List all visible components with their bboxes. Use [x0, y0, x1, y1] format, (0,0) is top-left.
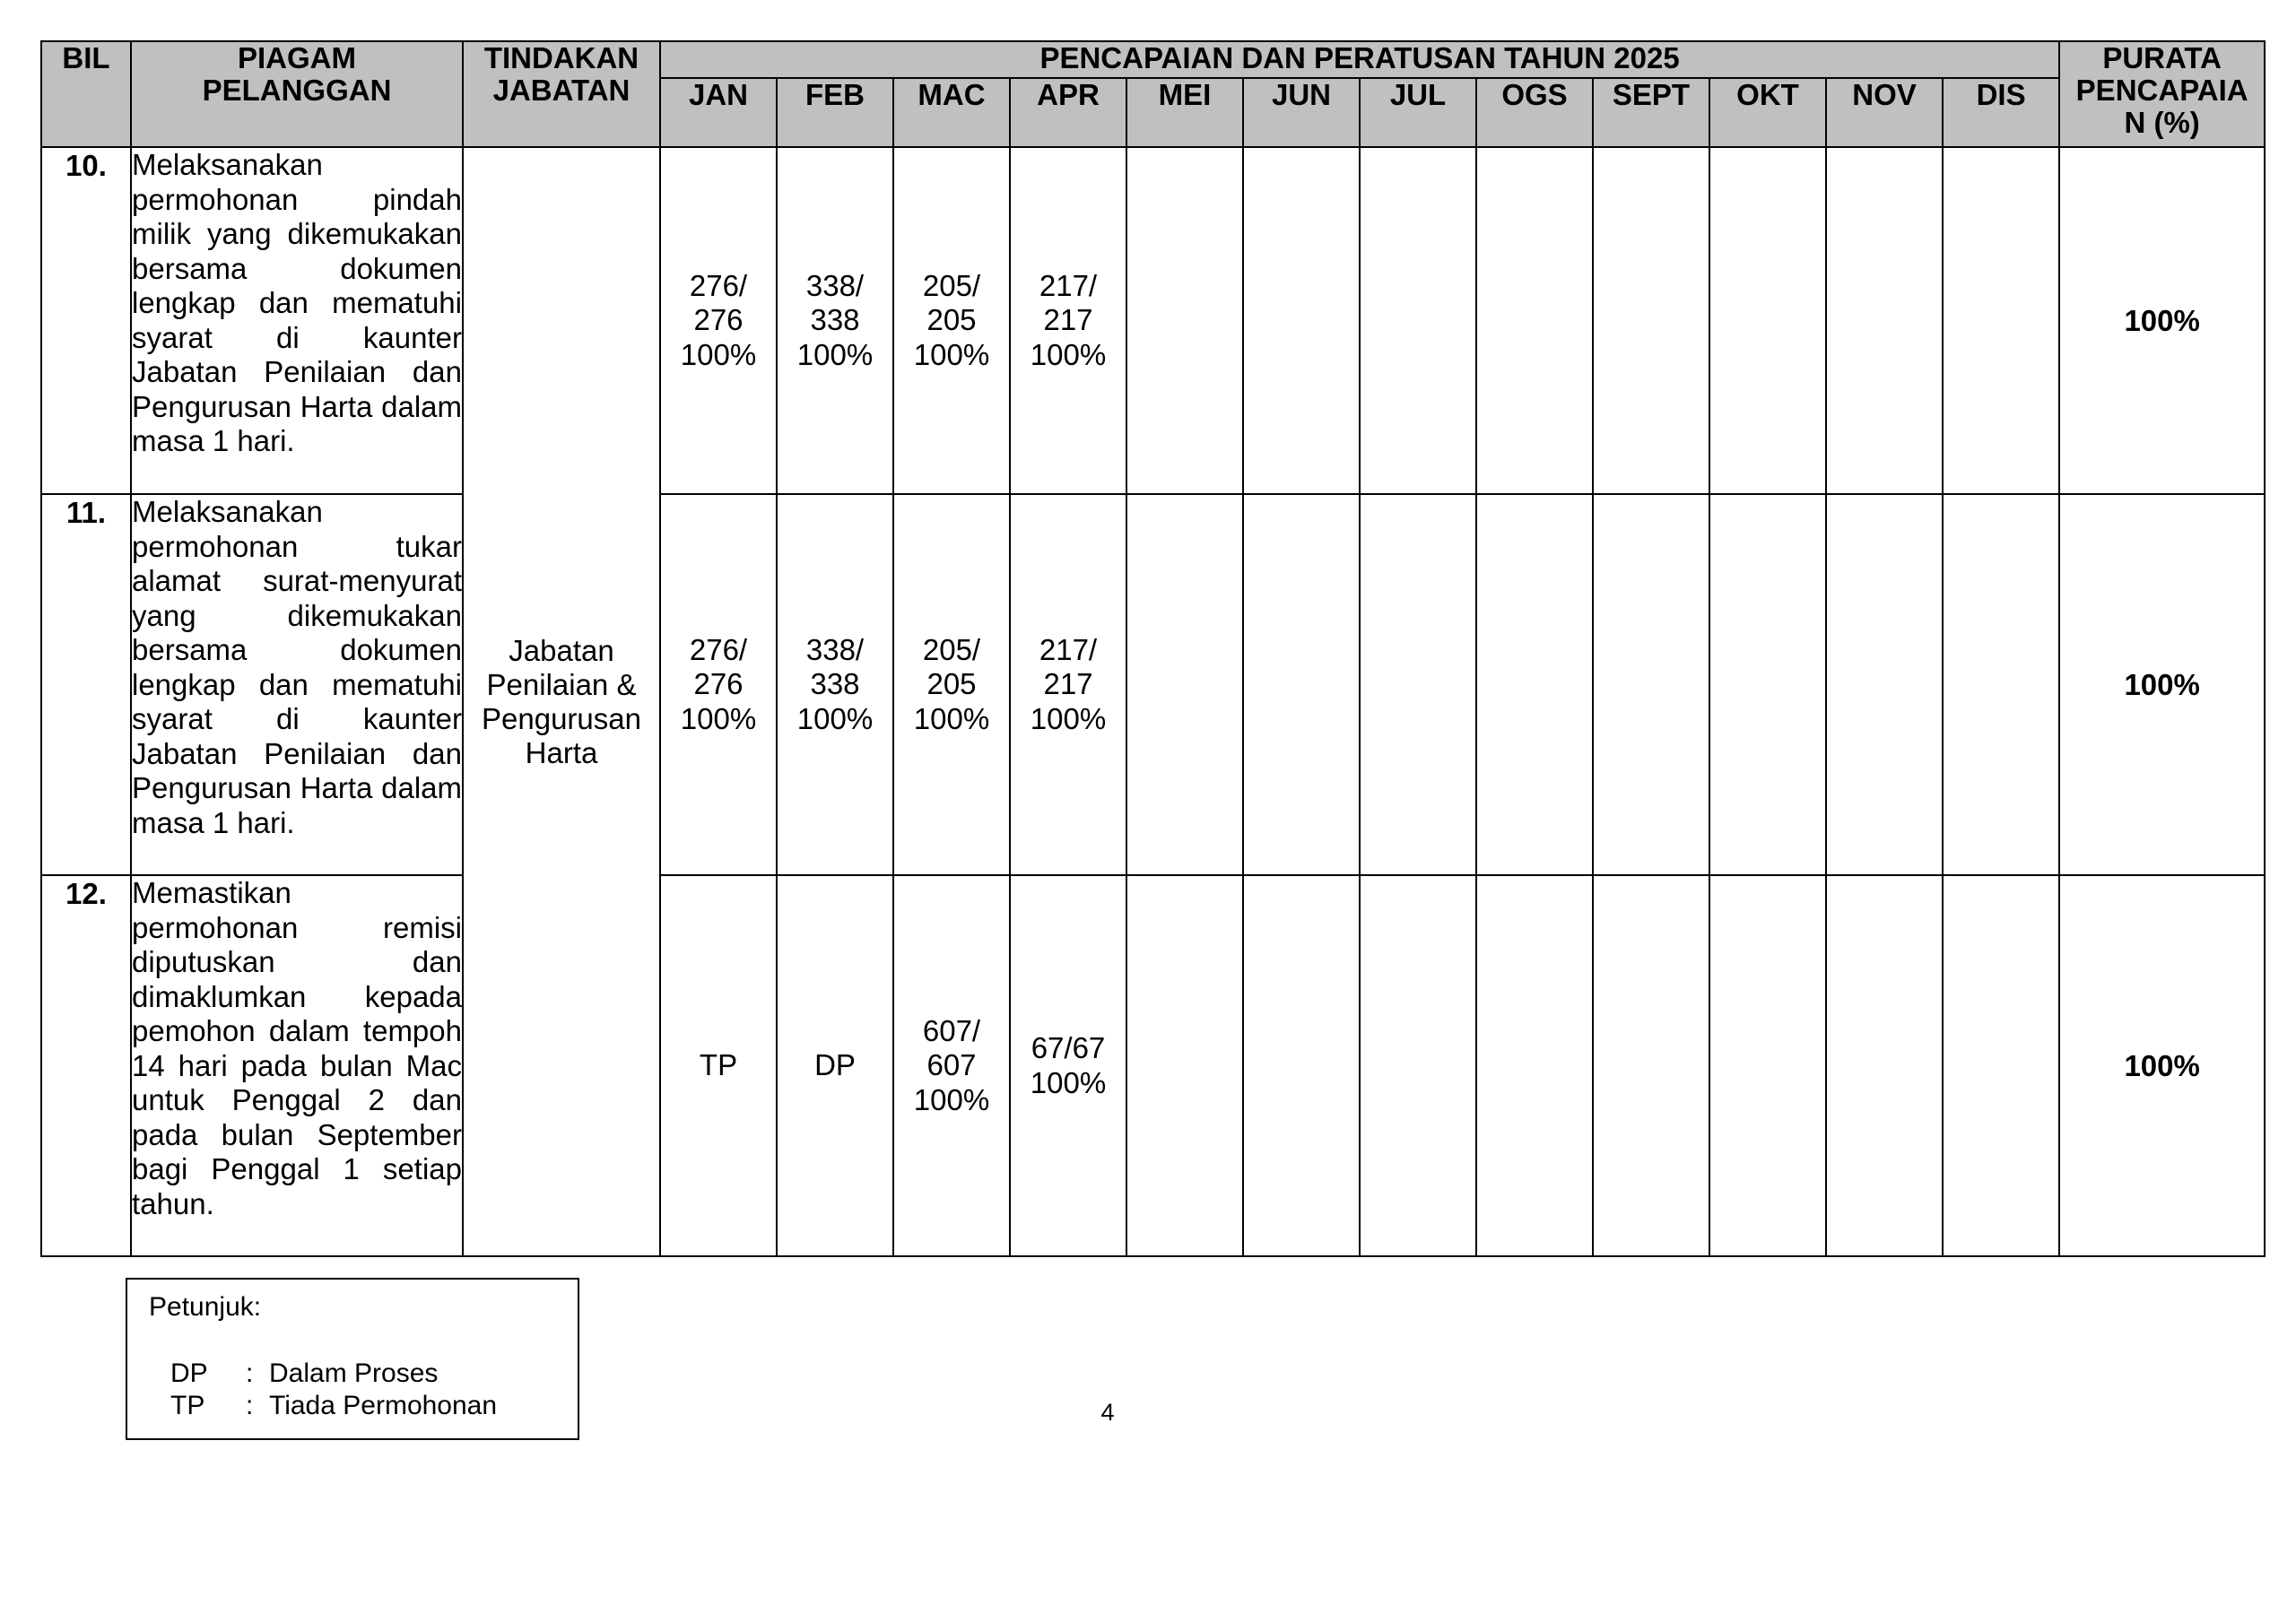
month-value-line: 205/ — [922, 268, 981, 302]
month-value-cell — [1943, 875, 2059, 1256]
legend-title: Petunjuk: — [149, 1292, 262, 1322]
month-value-cell — [1826, 147, 1943, 494]
achievement-table — [40, 40, 2266, 1257]
month-value-line: 205 — [926, 303, 977, 337]
month-value-line: 607 — [926, 1048, 977, 1082]
month-value-cell — [1126, 494, 1243, 875]
header-month-ogs: OGS — [1476, 78, 1593, 147]
legend-item — [170, 1391, 565, 1423]
month-value-line: 276 — [693, 667, 744, 701]
header-month-apr: APR — [1010, 78, 1126, 147]
month-value-cell — [1593, 494, 1709, 875]
month-value-cell — [1010, 494, 1126, 875]
row-piagam-text: Melaksanakan permohonan tukar alamat surat-menyurat yang dikemukakan bersama dokumen lengkap dan mematuhi syarat di kaunter Jabatan Penilaian dan Pengurusan Harta dalam masa 1 hari. — [131, 494, 463, 875]
month-value-line: 100% — [680, 701, 757, 735]
month-value-line: DP — [814, 1048, 856, 1082]
row-piagam-text: Memastikan permohonan remisi diputuskan dan dimaklumkan kepada pemohon dalam tempoh 14 hari pada bulan Mac untuk Penggal 2 dan pada bulan September bagi Penggal 1 setiap tahun. — [131, 875, 463, 1256]
month-value-cell — [777, 875, 893, 1256]
month-value-line: 338 — [810, 303, 860, 337]
header-month-dis: DIS — [1943, 78, 2059, 147]
month-value-line: 100% — [680, 337, 757, 371]
header-month-jun: JUN — [1243, 78, 1360, 147]
month-value-cell — [1709, 494, 1826, 875]
header-purata-pencapaian — [2059, 41, 2265, 147]
month-value-cell — [1476, 147, 1593, 494]
month-value-line: 338/ — [805, 268, 865, 302]
month-value-cell — [1476, 494, 1593, 875]
month-value-cell — [660, 147, 777, 494]
month-value-line: TP — [699, 1048, 738, 1082]
month-value-cell — [1943, 494, 2059, 875]
month-value-line: 205/ — [922, 632, 981, 666]
month-value-line: 217/ — [1039, 632, 1098, 666]
tindakan-jabatan-cell — [463, 147, 660, 1256]
month-value-cell — [660, 494, 777, 875]
row-piagam-text: Melaksanakan permohonan pindah milik yang dikemukakan bersama dokumen lengkap dan mematuhi syarat di kaunter Jabatan Penilaian dan Pengurusan Harta dalam masa 1 hari. — [131, 147, 463, 494]
table-row — [41, 494, 2265, 875]
header-month-jul: JUL — [1360, 78, 1476, 147]
month-value-cell — [1476, 875, 1593, 1256]
table-row — [41, 875, 2265, 1256]
legend-separator: : — [246, 1358, 254, 1388]
month-value-line: 217 — [1043, 667, 1093, 701]
month-value-line: 276 — [693, 303, 744, 337]
header-month-mac: MAC — [893, 78, 1010, 147]
month-value-line: 217/ — [1039, 268, 1098, 302]
month-value-line: 100% — [913, 701, 990, 735]
month-value-cell — [1243, 875, 1360, 1256]
month-value-cell — [1010, 875, 1126, 1256]
month-value-cell — [1243, 147, 1360, 494]
legend-code: TP — [170, 1391, 205, 1420]
month-value-cell — [1360, 494, 1476, 875]
month-value-line: 100% — [913, 337, 990, 371]
month-value-cell — [893, 875, 1010, 1256]
legend-description: Dalam Proses — [269, 1358, 439, 1388]
header-bil: BIL — [41, 41, 131, 147]
purata-value: 100% — [2059, 494, 2265, 875]
header-text-line: TINDAKAN — [483, 41, 639, 74]
tindakan-text-line: Penilaian & — [486, 667, 637, 701]
header-month-nov: NOV — [1826, 78, 1943, 147]
tindakan-text-line: Harta — [525, 735, 598, 769]
month-value-cell — [1360, 875, 1476, 1256]
month-value-line: 338/ — [805, 632, 865, 666]
month-value-line: 100% — [796, 337, 874, 371]
month-value-line: 67/67 — [1031, 1031, 1106, 1064]
month-value-line: 338 — [810, 667, 860, 701]
month-value-cell — [1709, 147, 1826, 494]
legend-description: Tiada Permohonan — [269, 1391, 498, 1420]
month-value-line: 205 — [926, 667, 977, 701]
month-value-cell — [660, 875, 777, 1256]
legend-box — [126, 1278, 579, 1440]
tindakan-text-line: Jabatan — [509, 633, 614, 667]
month-value-cell — [1126, 147, 1243, 494]
month-value-cell — [1826, 494, 1943, 875]
header-month-okt: OKT — [1709, 78, 1826, 147]
header-month-jan: JAN — [660, 78, 777, 147]
header-tindakan-jabatan — [463, 41, 660, 147]
month-value-cell — [1126, 875, 1243, 1256]
header-text-line: PIAGAM — [238, 41, 356, 74]
header-piagam-pelanggan — [131, 41, 463, 147]
row-bil: 10. — [41, 147, 131, 494]
header-text-line: PENCAPAIA — [2075, 74, 2248, 107]
header-year-group: PENCAPAIAN DAN PERATUSAN TAHUN 2025 — [660, 41, 2059, 78]
month-value-cell — [1010, 147, 1126, 494]
purata-value: 100% — [2059, 875, 2265, 1256]
month-value-line: 607/ — [922, 1013, 981, 1047]
header-month-mei: MEI — [1126, 78, 1243, 147]
month-value-cell — [1593, 147, 1709, 494]
table-row — [41, 147, 2265, 494]
header-text-line: N (%) — [2124, 106, 2200, 139]
month-value-line: 276/ — [689, 632, 748, 666]
month-value-cell — [1826, 875, 1943, 1256]
month-value-line: 100% — [913, 1082, 990, 1116]
month-value-cell — [1243, 494, 1360, 875]
month-value-cell — [893, 147, 1010, 494]
legend-item — [170, 1358, 565, 1391]
month-value-line: 100% — [1030, 701, 1107, 735]
month-value-cell — [893, 494, 1010, 875]
header-month-sept: SEPT — [1593, 78, 1709, 147]
month-value-cell — [1593, 875, 1709, 1256]
month-value-cell — [1943, 147, 2059, 494]
month-value-line: 276/ — [689, 268, 748, 302]
row-bil: 11. — [41, 494, 131, 875]
purata-value: 100% — [2059, 147, 2265, 494]
legend-code: DP — [170, 1358, 208, 1388]
page-number: 4 — [1100, 1399, 1115, 1426]
month-value-cell — [1709, 875, 1826, 1256]
header-text-line: JABATAN — [492, 74, 631, 107]
header-text-line: PURATA — [2102, 41, 2222, 74]
month-value-line: 100% — [1030, 337, 1107, 371]
month-value-cell — [777, 494, 893, 875]
month-value-cell — [777, 147, 893, 494]
month-value-line: 100% — [796, 701, 874, 735]
legend-separator: : — [246, 1391, 254, 1420]
row-bil: 12. — [41, 875, 131, 1256]
month-value-line: 100% — [1030, 1065, 1107, 1099]
header-text-line: PELANGGAN — [202, 74, 392, 107]
month-value-cell — [1360, 147, 1476, 494]
tindakan-text-line: Pengurusan — [482, 701, 641, 735]
month-value-line: 217 — [1043, 303, 1093, 337]
header-month-feb: FEB — [777, 78, 893, 147]
